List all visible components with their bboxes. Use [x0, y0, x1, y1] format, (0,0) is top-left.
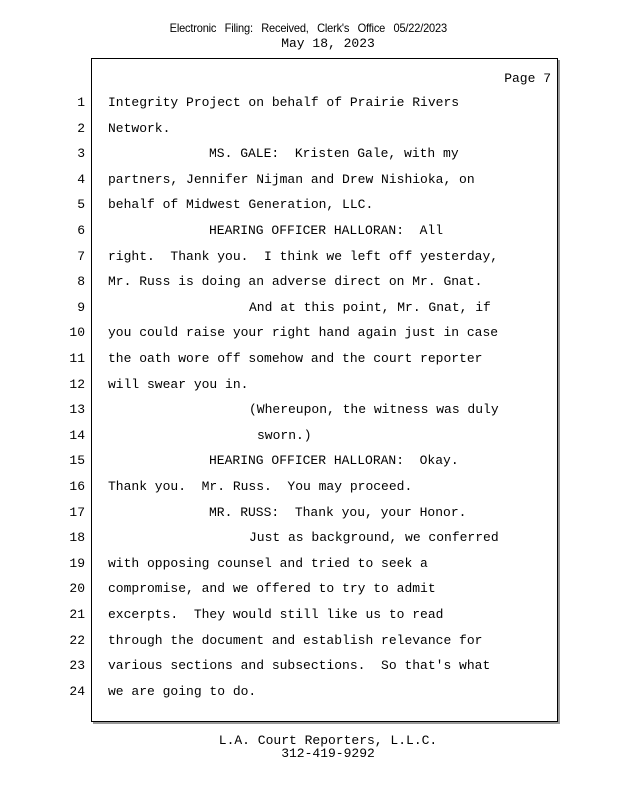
transcript-line: right. Thank you. I think we left off yesterday, — [108, 249, 499, 264]
filing-stamp: Electronic Filing: Received, Clerk's Office 05/22/2023 — [169, 21, 447, 35]
transcript-line: Integrity Project on behalf of Prairie Rivers — [108, 95, 460, 110]
line-number: 20 — [69, 581, 85, 596]
transcript-line: the oath wore off somehow and the court reporter — [108, 351, 483, 366]
line-number: 8 — [77, 274, 85, 289]
line-number: 10 — [69, 325, 85, 340]
line-number: 17 — [69, 505, 85, 520]
line-number: 18 — [69, 530, 85, 545]
line-number: 13 — [69, 402, 85, 417]
transcript-line: you could raise your right hand again just in case — [108, 325, 499, 340]
transcript-line: various sections and subsections. So that's what — [108, 658, 491, 673]
transcript-line: sworn.) — [257, 428, 312, 443]
transcript-line: Just as background, we conferred — [249, 530, 499, 545]
transcript-date: May 18, 2023 — [281, 36, 375, 51]
transcript-line: Network. — [108, 121, 171, 136]
line-number: 21 — [69, 607, 85, 622]
page-number: Page 7 — [504, 71, 551, 86]
line-number: 24 — [69, 684, 85, 699]
line-number: 12 — [69, 377, 85, 392]
line-number: 23 — [69, 658, 85, 673]
transcript-line: Mr. Russ is doing an adverse direct on Mr. Gnat. — [108, 274, 483, 289]
transcript-line: with opposing counsel and tried to seek a — [108, 556, 428, 571]
line-number: 7 — [77, 249, 85, 264]
line-number: 2 — [77, 121, 85, 136]
line-number: 3 — [77, 146, 85, 161]
line-number: 6 — [77, 223, 85, 238]
line-number: 4 — [77, 172, 85, 187]
transcript-line: And at this point, Mr. Gnat, if — [249, 300, 491, 315]
transcript-line: through the document and establish relevance for — [108, 633, 483, 648]
transcript-line: will swear you in. — [108, 377, 249, 392]
line-number: 1 — [77, 95, 85, 110]
line-number: 9 — [77, 300, 85, 315]
line-number: 11 — [69, 351, 85, 366]
transcript-line: MR. RUSS: Thank you, your Honor. — [209, 505, 467, 520]
line-number: 22 — [69, 633, 85, 648]
transcript-line: HEARING OFFICER HALLORAN: All — [209, 223, 444, 238]
line-number: 15 — [69, 453, 85, 468]
transcript-line: MS. GALE: Kristen Gale, with my — [209, 146, 459, 161]
transcript-line: HEARING OFFICER HALLORAN: Okay. — [209, 453, 459, 468]
transcript-line: behalf of Midwest Generation, LLC. — [108, 197, 374, 212]
line-number: 5 — [77, 197, 85, 212]
line-number: 19 — [69, 556, 85, 571]
transcript-line: partners, Jennifer Nijman and Drew Nishioka, on — [108, 172, 475, 187]
footer-company: L.A. Court Reporters, L.L.C. — [218, 733, 438, 748]
footer-phone: 312-419-9292 — [281, 746, 375, 761]
transcript-line: excerpts. They would still like us to read — [108, 607, 444, 622]
transcript-line: (Whereupon, the witness was duly — [249, 402, 499, 417]
transcript-line: Thank you. Mr. Russ. You may proceed. — [108, 479, 413, 494]
line-number: 16 — [69, 479, 85, 494]
line-number: 14 — [69, 428, 85, 443]
transcript-line: we are going to do. — [108, 684, 257, 699]
transcript-line: compromise, and we offered to try to admit — [108, 581, 436, 596]
